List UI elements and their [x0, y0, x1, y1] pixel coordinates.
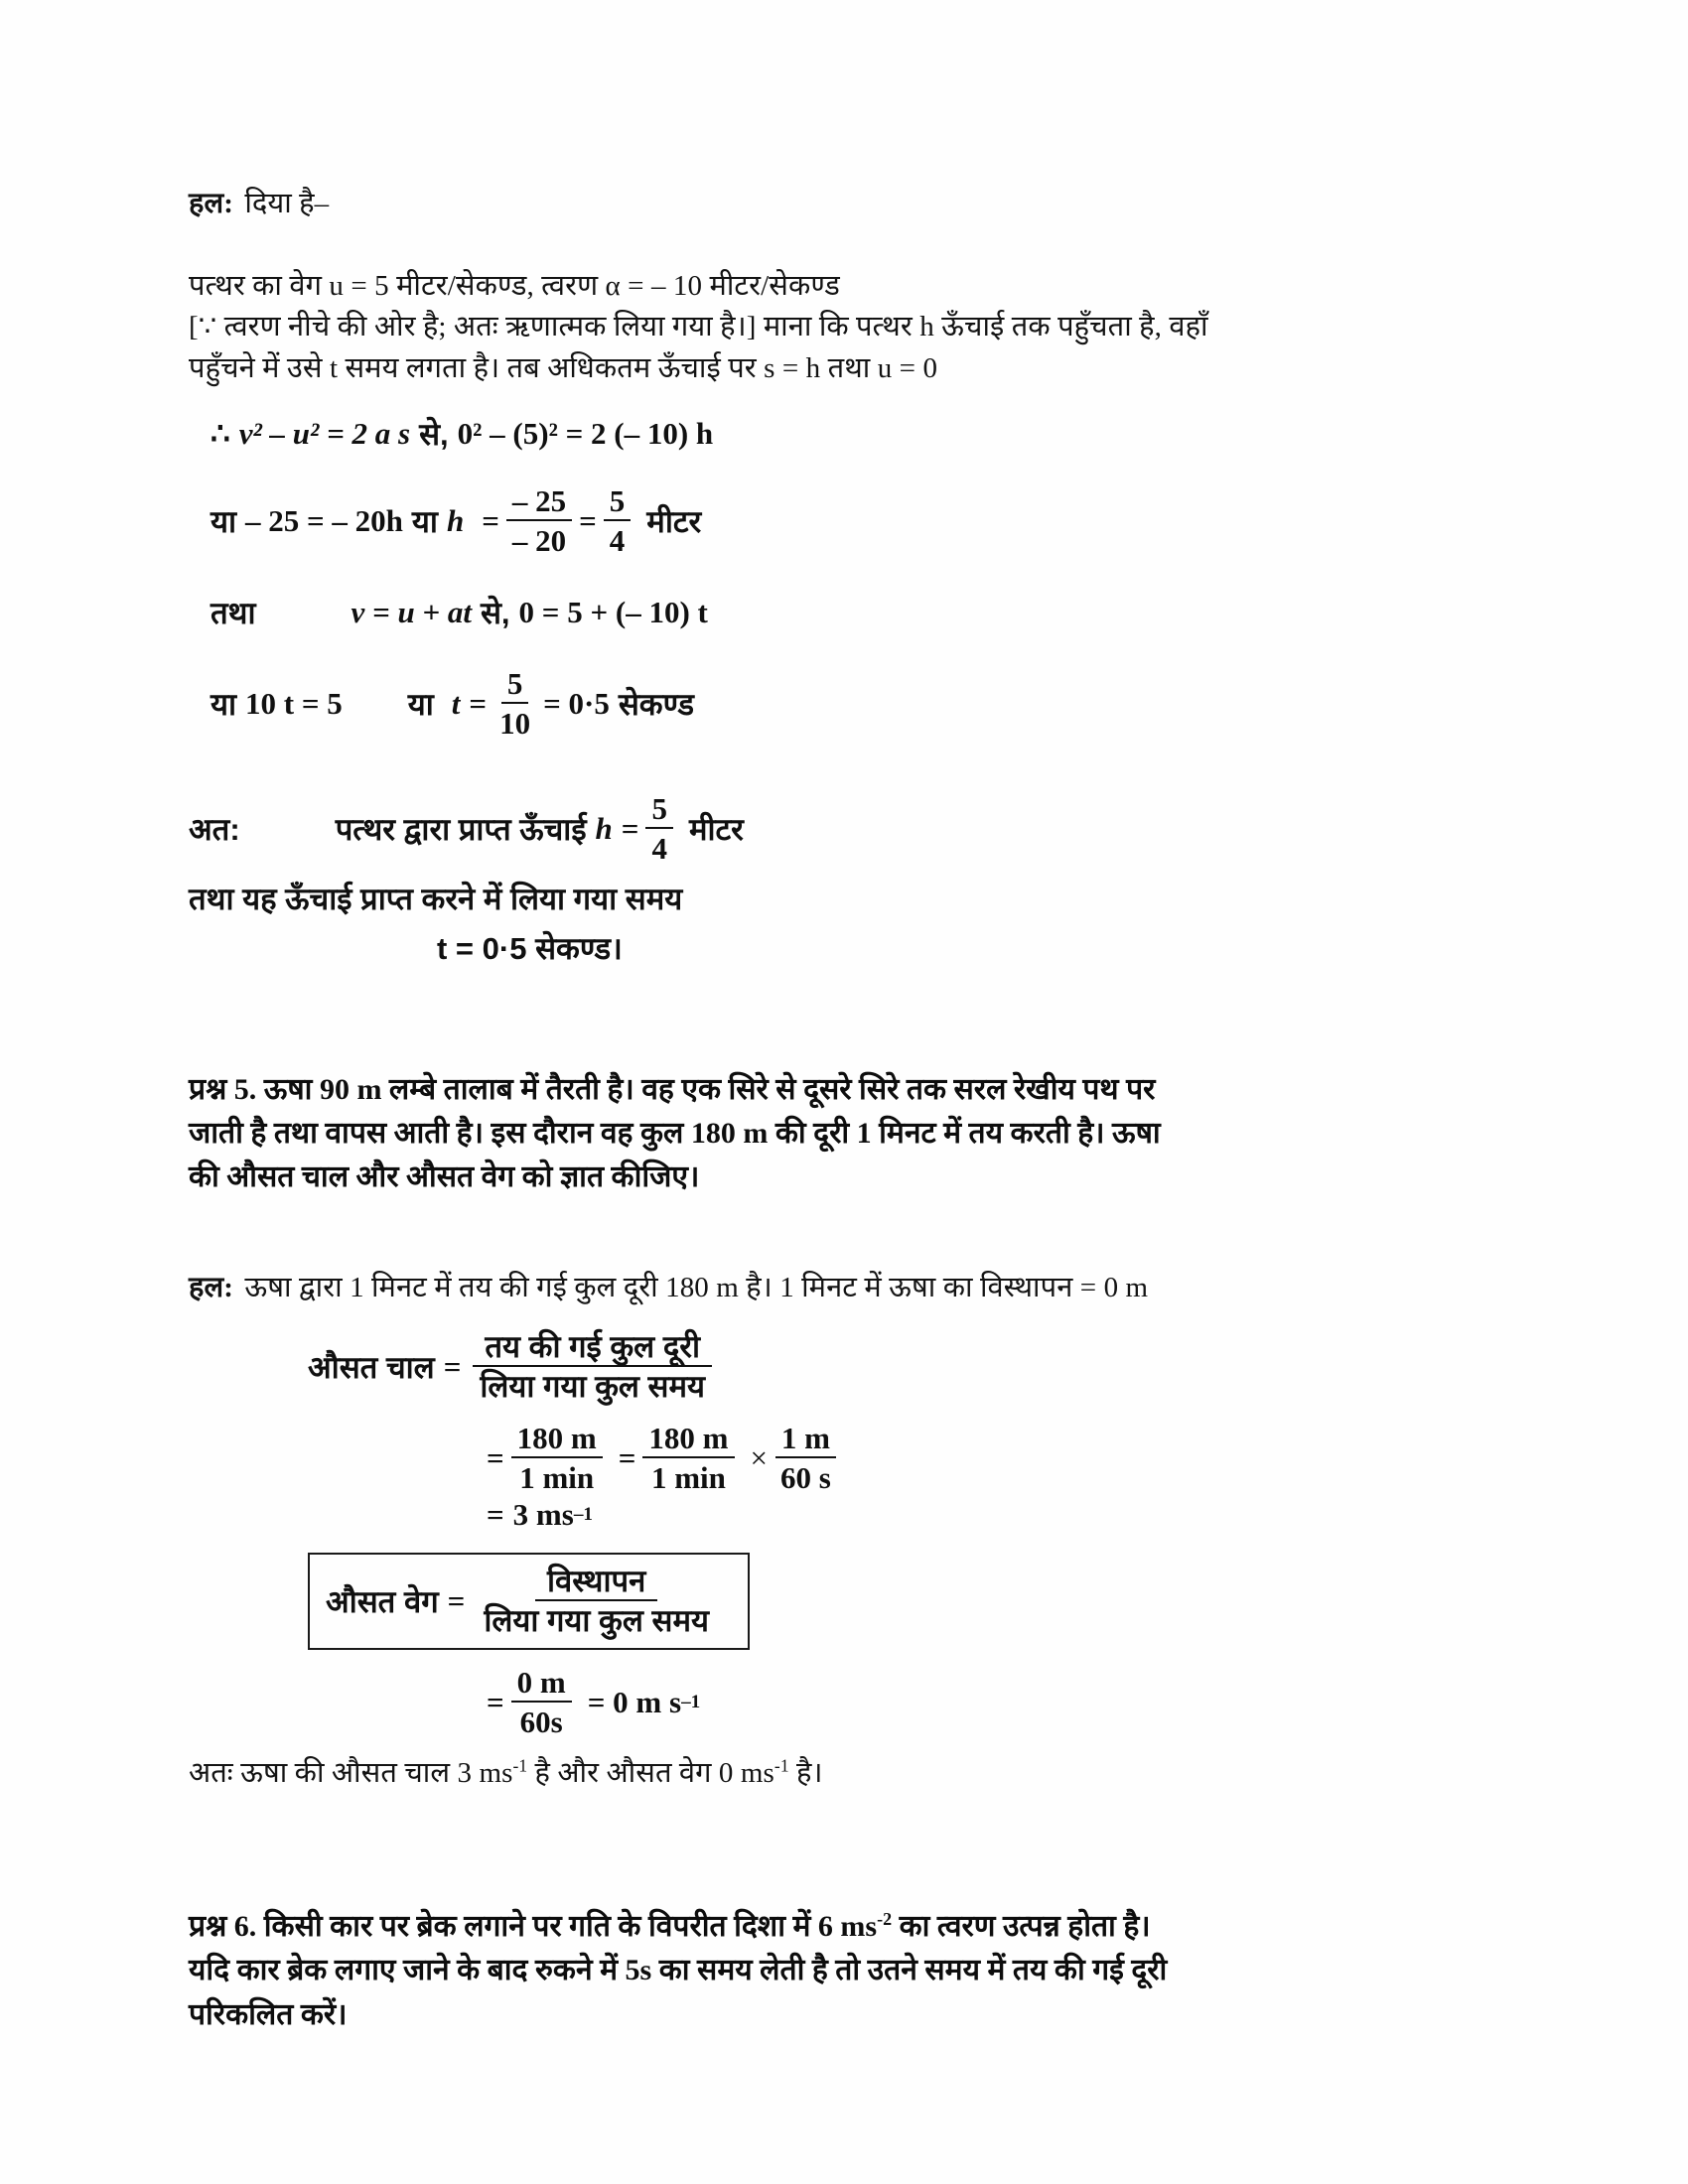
solution4-header	[189, 184, 1539, 224]
fraction-denominator: 4	[651, 831, 667, 867]
fraction-numerator: 0 m	[511, 1666, 572, 1703]
fraction-5-4	[604, 484, 632, 558]
calc-equals-1: =	[487, 1439, 504, 1475]
fraction-180m-1min-2	[642, 1422, 734, 1495]
eq4-ya: या	[211, 686, 237, 722]
eq3-se: से,	[480, 595, 510, 630]
average-velocity-calculation: = $\frac{0 m}{60s}$ = 0 m s –1	[487, 1664, 701, 1740]
note-line-2: पहुँचने में उसे t समय लगता है। तब अधिकतम ऊँचाई पर s = h तथा u = 0	[189, 351, 938, 384]
fraction-denominator: 60 s	[779, 1460, 831, 1496]
vel-calc-result: = 0 m s	[587, 1684, 682, 1719]
eq3-formula: v = u + at	[351, 594, 472, 629]
eq4-equals: =	[469, 685, 488, 721]
question-5-line-2: जाती है तथा वापस आती है। इस दौरान वह कुल 180 m की दूरी 1 मिनट में तय करती है। ऊषा	[189, 1116, 1161, 1150]
fraction-numerator: विस्थापन	[535, 1565, 657, 1601]
solution4-conclusion-time-label: तथा यह ऊँचाई प्राप्त करने में लिया गया समय	[189, 881, 683, 916]
fraction-denominator: 60s	[519, 1705, 563, 1740]
eq2-unit-meter: मीटर	[646, 503, 702, 539]
fraction-denominator: लिया गया कुल समय	[484, 1603, 709, 1639]
fraction-numerator: 180 m	[511, 1422, 603, 1458]
question-6-line-1	[189, 1905, 1539, 1949]
question-6-number: प्रश्न 6.	[189, 1909, 257, 1943]
calc-equals-2: =	[618, 1439, 636, 1475]
average-velocity-box	[308, 1553, 750, 1650]
solution5-label: हल:	[189, 1271, 234, 1303]
fraction-180m-1min	[511, 1422, 603, 1495]
eq2-expr: – 25 = – 20h	[245, 502, 403, 538]
question-6-line-3: परिकलित करें।	[189, 1997, 348, 2031]
solution-label: हल:	[189, 188, 234, 219]
fraction-distance-time	[468, 1330, 717, 1404]
equation-h-value	[211, 484, 1539, 558]
fraction-numerator: 1 m	[775, 1422, 836, 1458]
result-value: 3 ms	[512, 1496, 574, 1532]
eq4-unit-second: सेकण्ड	[618, 686, 694, 722]
vel-calc-equals-1: =	[487, 1684, 504, 1719]
fraction-numerator: 180 m	[642, 1422, 734, 1458]
average-speed-result: = 3 ms –1	[487, 1496, 594, 1532]
solution4-conclusion-time-value: t = 0·5 सेकण्ड।	[437, 930, 623, 966]
eq2-ya2: या	[411, 503, 438, 539]
result-equals: =	[487, 1496, 504, 1532]
solution4-given	[189, 266, 1539, 389]
eq4-result: = 0·5	[543, 685, 610, 721]
eq3-tatha: तथा	[211, 595, 256, 630]
solution5-final-statement	[189, 1753, 1539, 1794]
therefore-symbol: ∴	[211, 415, 230, 451]
final-suffix: है।	[795, 1756, 823, 1789]
average-speed-calculation	[487, 1422, 1539, 1495]
fraction-5-10	[493, 667, 536, 741]
average-speed-equals: =	[443, 1348, 462, 1384]
eq4-lhs: 10 t = 5	[245, 685, 343, 721]
eq3-rhs: 0 = 5 + (– 10) t	[518, 594, 708, 629]
question-6-text-1a: किसी कार पर ब्रेक लगाने पर गति के विपरीत दिशा में 6 ms	[263, 1909, 878, 1943]
question-5-text-1: ऊषा 90 m लम्बे तालाब में तैरती है। वह एक सिरे से दूसरे सिरे तक सरल रेखीय पथ पर	[263, 1072, 1156, 1106]
solution-intro: दिया है–	[244, 188, 330, 219]
solution4-conclusion-height	[189, 792, 1539, 866]
question-6	[189, 1905, 1539, 2037]
given-line: पत्थर का वेग u = 5 मीटर/सेकण्ड, त्वरण α = – 10 मीटर/सेकण्ड	[189, 270, 840, 303]
question-6-line-2: यदि कार ब्रेक लगाए जाने के बाद रुकने में 5s का समय लेती है तो उतने समय में तय की गई दूरी	[189, 1954, 1168, 1987]
question-5	[189, 1068, 1539, 1200]
fraction-denominator: 10	[499, 706, 531, 742]
equation-v-u-at	[211, 592, 1539, 633]
fraction-minus25-minus20	[506, 484, 572, 558]
equation-t-value	[211, 667, 1539, 741]
fraction-denominator: लिया गया कुल समय	[480, 1369, 706, 1405]
final-sup-1: -1	[512, 1754, 528, 1775]
question-5-line-3: की औसत चाल और औसत वेग को ज्ञात कीजिए।	[189, 1160, 700, 1194]
average-velocity-box-wrapper	[308, 1553, 1539, 1650]
fraction-numerator: 5	[501, 667, 529, 704]
final-sup-2: -1	[774, 1754, 789, 1775]
question-6-exponent: -2	[877, 1908, 893, 1929]
fraction-numerator: – 25	[506, 484, 572, 521]
eq2-ya: या	[211, 503, 237, 539]
solution5-header	[189, 1268, 1539, 1308]
conclusion-text: पत्थर द्वारा प्राप्त ऊँचाई	[335, 811, 587, 847]
eq1-rhs: 0² – (5)² = 2 (– 10) h	[457, 415, 714, 451]
eq2-equals: =	[482, 502, 499, 538]
fraction-1m-60s	[774, 1422, 837, 1495]
average-speed-label: औसत चाल	[308, 1349, 435, 1385]
fraction-displacement-time	[472, 1565, 721, 1638]
eq4-var-t: t	[451, 685, 461, 721]
fraction-numerator: तय की गई कुल दूरी	[473, 1330, 712, 1367]
average-velocity-label: औसत वेग	[326, 1583, 439, 1619]
fraction-denominator: – 20	[511, 523, 567, 559]
eq1-lhs: v² – u² = 2 a s	[238, 415, 411, 451]
solution5-intro: ऊषा द्वारा 1 मिनट में तय की गई कुल दूरी 180 m है। 1 मिनट में ऊषा का विस्थापन = 0 m	[244, 1271, 1149, 1303]
fraction-denominator: 1 min	[650, 1460, 726, 1496]
fraction-denominator: 4	[609, 523, 626, 559]
conclusion-equals: =	[621, 810, 639, 846]
conclusion-var-h: h	[595, 810, 613, 846]
average-velocity-equals: =	[447, 1582, 466, 1618]
conclusion-atah: अत:	[189, 811, 240, 847]
eq1-se: से,	[419, 416, 449, 452]
page-content	[189, 184, 1539, 2037]
equation-v2-u2	[211, 413, 1539, 455]
fraction-denominator: 1 min	[519, 1460, 595, 1496]
question-5-number: प्रश्न 5.	[189, 1072, 257, 1106]
fraction-0m-60s	[511, 1666, 572, 1739]
final-mid: है और औसत वेग 0 ms	[534, 1756, 774, 1789]
eq2-equals-2: =	[579, 502, 597, 538]
fraction-5-4-result	[645, 792, 673, 866]
conclusion-unit-meter: मीटर	[688, 811, 744, 847]
question-5-line-1	[189, 1068, 1539, 1112]
average-speed-formula	[308, 1330, 1539, 1404]
eq4-ya2: या	[407, 686, 434, 722]
calc-multiply-sign: ×	[750, 1439, 768, 1475]
eq2-var-h: h	[446, 502, 465, 538]
final-prefix: अतः ऊषा की औसत चाल 3 ms	[189, 1756, 513, 1789]
note-line-1: [∵ त्वरण नीचे की ओर है; अतः ऋणात्मक लिया गया है।] माना कि पत्थर h ऊँचाई तक पहुँचता है, वहाँ	[189, 311, 1208, 343]
fraction-numerator: 5	[645, 792, 673, 829]
fraction-numerator: 5	[604, 484, 632, 521]
question-6-text-1b: का त्वरण उत्पन्न होता है।	[899, 1909, 1151, 1943]
